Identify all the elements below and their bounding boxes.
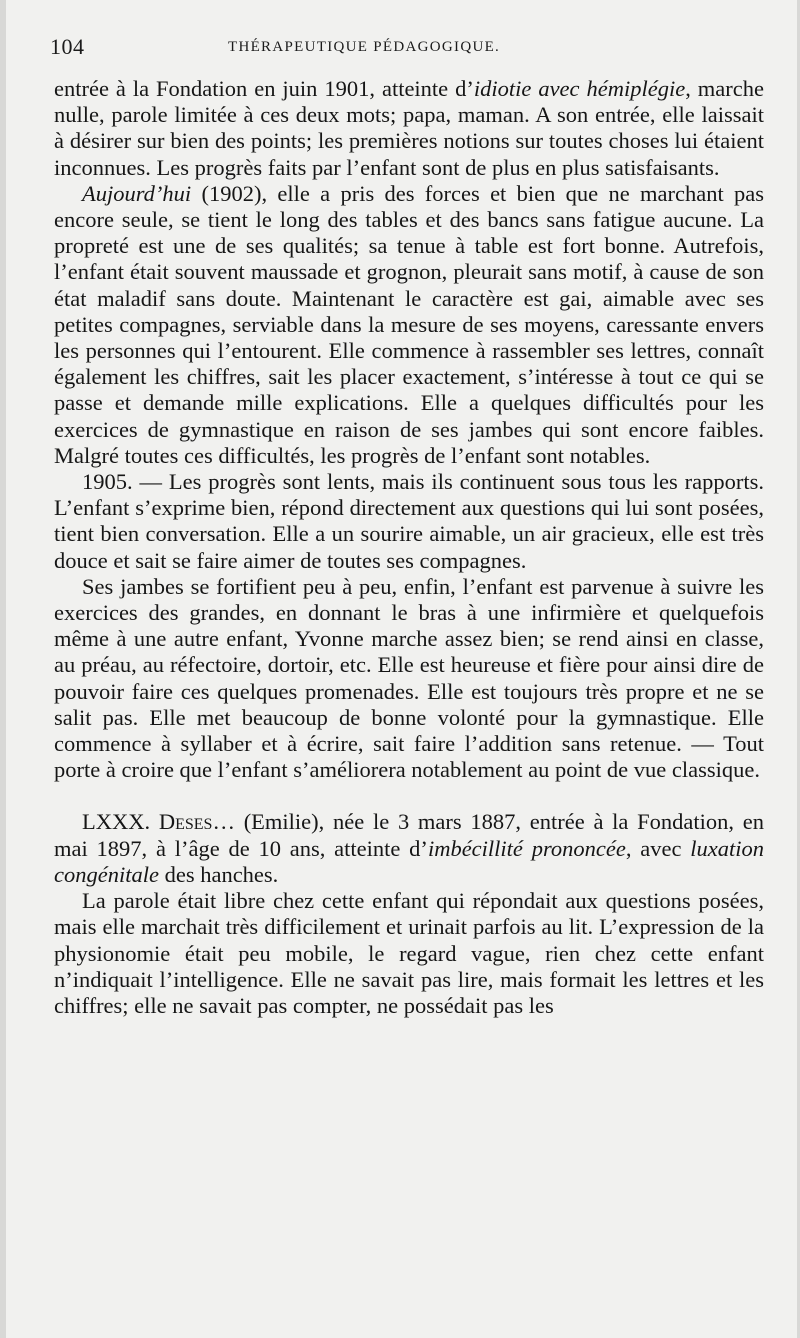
page-header xyxy=(50,34,762,62)
paragraph-text: des hanches. xyxy=(158,861,279,887)
paragraph-text: , marche nulle, parole limitée à ces deux mots; papa, maman. A son entrée, elle laissait à désirer sur bien des points; les premières notions sur toutes choses lui étaient inconnues. Les progrès faits par l’enfant sont de plus en plus satisfaisants. xyxy=(54,76,764,180)
body-text xyxy=(54,76,764,1019)
diagnosis-italic: idiotie avec hémiplégie xyxy=(473,76,686,101)
paragraph-case-lxxx xyxy=(54,809,764,888)
condition-italic: luxation congénitale xyxy=(54,835,764,887)
diagnosis-italic: imbécillité prononcée xyxy=(427,835,626,861)
paragraph-continued-case xyxy=(54,76,764,181)
paragraph-1905 xyxy=(54,469,764,574)
paragraph-1902 xyxy=(54,181,764,469)
page-number: 104 xyxy=(50,34,85,59)
paragraph-text: Ses jambes se fortifient peu à peu, enfin, l’enfant est parvenue à suivre les exercices des grandes, en donnant le bras à une infirmière et quelquefois même à une autre enfant, Yvonne marche assez bien; se rend ainsi en classe, au préau, au réfectoire, dortoir, etc. Elle est heureuse et fière pour ainsi dire de pouvoir faire ces quelques promenades. Elle est toujours très propre et ne se salit pas. Elle met beaucoup de bonne volonté pour la gymnastique. Elle commence à syllaber et à écrire, sait faire l’addition sans retenue. — Tout porte à croire que l’enfant s’améliorera notablement au point de vue classique. xyxy=(54,573,764,783)
paragraph-text: La parole était libre chez cette enfant qui répondait aux questions posées, mais elle marchait très difficilement et urinait parfois au lit. L’expression de la physionomie était peu mobile, le regard vague, rien chez cette enfant n’indiquait l’intelligence. Elle ne savait pas lire, mais formait les lettres et les chiffres; elle ne savait pas compter, ne possédait pas les xyxy=(54,888,764,1018)
paragraph-text: , avec xyxy=(625,835,691,861)
running-title: THÉRAPEUTIQUE PÉDAGOGIQUE. xyxy=(228,39,501,55)
date-italic: Aujourd’hui xyxy=(82,180,192,206)
paragraph-text: 1905. — Les progrès sont lents, mais ils continuent sous tous les rapports. L’enfant s’exprime bien, répond directement aux questions qui lui sont posées, tient bien conversation. Elle a un sourire aimable, un air gracieux, elle est très douce et sait se faire aimer de toutes ses compagnes. xyxy=(54,469,764,573)
paragraph-text: (1902), elle a pris des forces et bien que ne marchant pas encore seule, se tient le long des tables et des bancs sans fatigue aucune. La propreté est une de ses qualités; sa tenue à table est fort bonne. Autrefois, l’enfant était souvent maussade et grognon, pleurait sans motif, à cause de son état maladif sans doute. Maintenant le caractère est gai, aimable avec ses petites compagnes, serviable dans la mesure de ses moyens, caressante envers les personnes qui l’entourent. Elle commence à rassembler ses lettres, connaît également les chiffres, sait les placer exactement, s’intéresse à tout ce qui se passe et demande mille explications. Elle a quelques difficultés pour les exercices de gymnastique en raison de ses jambes qui sont encore faibles. Malgré toutes ces difficultés, les progrès de l’enfant sont notables. xyxy=(54,180,764,468)
paragraph-progress xyxy=(54,574,764,784)
paragraph-speech xyxy=(54,888,764,1019)
paragraph-text: entrée à la Fondation en juin 1901, atteinte d’ xyxy=(54,76,474,101)
case-number: LXXX. xyxy=(82,809,151,835)
paragraph-text: … (Emilie), née le 3 mars 1887, entrée à la Fondation, en mai 1897, à l’âge de 10 ans, atteinte d’ xyxy=(54,809,764,861)
patient-name: Deses xyxy=(158,809,213,835)
